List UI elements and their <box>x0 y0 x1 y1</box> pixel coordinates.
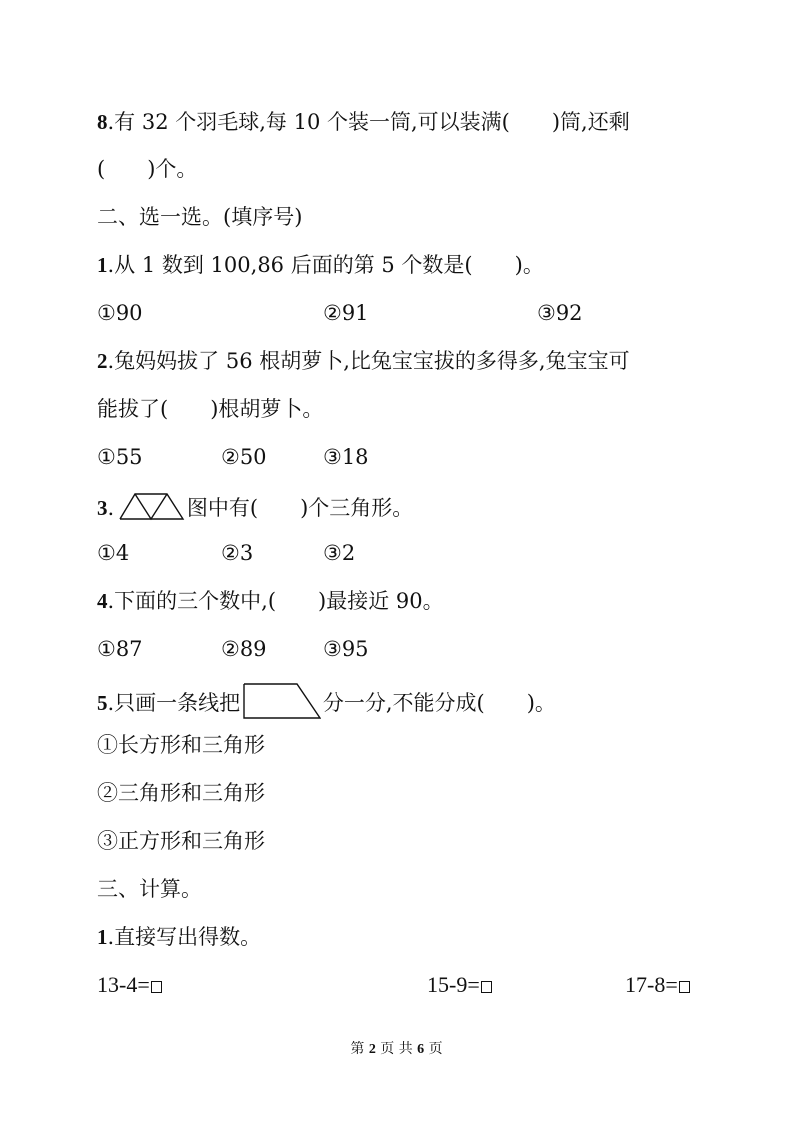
calc-item-1 <box>97 971 162 999</box>
section2-title: 二、选一选。(填序号) <box>97 205 303 229</box>
choice3-question <box>97 491 413 522</box>
choice2-option-3: ③18 <box>323 445 369 469</box>
section3-title: 三、计算。 <box>97 877 202 901</box>
trapezoid-figure <box>243 683 321 719</box>
choice1-option-3: ③92 <box>537 301 583 325</box>
choice3-option-2: ②3 <box>221 541 254 565</box>
calc1-heading <box>97 923 261 951</box>
calc-item-3 <box>625 971 690 999</box>
choice5-option-1: ①长方形和三角形 <box>97 733 265 757</box>
choice2-line2: 能拔了( )根胡萝卜。 <box>97 397 324 421</box>
choice4-option-2: ②89 <box>221 637 267 661</box>
choice1-question <box>97 251 544 279</box>
choice2-line1 <box>97 347 630 375</box>
calc-item-1-expr: 13-4= <box>97 972 150 997</box>
choice3-option-1: ①4 <box>97 541 130 565</box>
calc-item-2-expr: 15-9= <box>427 972 480 997</box>
choice2-option-1: ①55 <box>97 445 143 469</box>
choice1-option-2: ②91 <box>323 301 369 325</box>
choice5-number: 5 <box>97 691 108 715</box>
answer-box <box>679 981 690 993</box>
choice4-text: .下面的三个数中,( )最接近 90。 <box>107 589 444 613</box>
choice4-number: 4 <box>97 589 108 613</box>
choice5-text-a: .只画一条线把 <box>107 691 241 715</box>
answer-box <box>481 981 492 993</box>
footer-post: 页 <box>428 1041 443 1057</box>
choice5-question <box>97 683 556 719</box>
choice5-option-3: ③正方形和三角形 <box>97 829 265 853</box>
q8-number: 8 <box>97 110 108 134</box>
calc-item-2 <box>427 971 492 999</box>
choice4-question <box>97 587 444 615</box>
choice1-number: 1 <box>97 253 108 277</box>
choice3-option-3: ③2 <box>323 541 356 565</box>
q8-text-line1: .有 32 个羽毛球,每 10 个装一筒,可以装满( )筒,还剩 <box>107 110 630 134</box>
calc1-text: .直接写出得数。 <box>107 925 262 949</box>
page-footer <box>0 1038 793 1058</box>
choice3-dot: . <box>107 496 115 520</box>
choice3-number: 3 <box>97 496 108 520</box>
choice3-text: 图中有( )个三角形。 <box>186 496 414 520</box>
choice1-option-1: ①90 <box>97 301 143 325</box>
choice2-text-line1: .兔妈妈拔了 56 根胡萝卜,比兔宝宝拔的多得多,兔宝宝可 <box>107 349 630 373</box>
calc1-number: 1 <box>97 925 108 949</box>
calc-item-3-expr: 17-8= <box>625 972 678 997</box>
footer-pre: 第 <box>350 1041 365 1057</box>
triangles-figure <box>119 491 185 521</box>
footer-page-number: 2 <box>368 1042 376 1057</box>
q8-line1 <box>97 108 630 136</box>
q8-line2: ( )个。 <box>97 157 198 181</box>
choice5-text-b: 分一分,不能分成( )。 <box>322 691 556 715</box>
choice1-text: .从 1 数到 100,86 后面的第 5 个数是( )。 <box>107 253 544 277</box>
answer-box <box>151 981 162 993</box>
choice4-option-3: ③95 <box>323 637 369 661</box>
choice2-option-2: ②50 <box>221 445 267 469</box>
footer-mid: 页 共 <box>380 1041 413 1057</box>
footer-total-pages: 6 <box>417 1042 425 1057</box>
choice2-number: 2 <box>97 349 108 373</box>
choice5-option-2: ②三角形和三角形 <box>97 781 265 805</box>
choice4-option-1: ①87 <box>97 637 143 661</box>
